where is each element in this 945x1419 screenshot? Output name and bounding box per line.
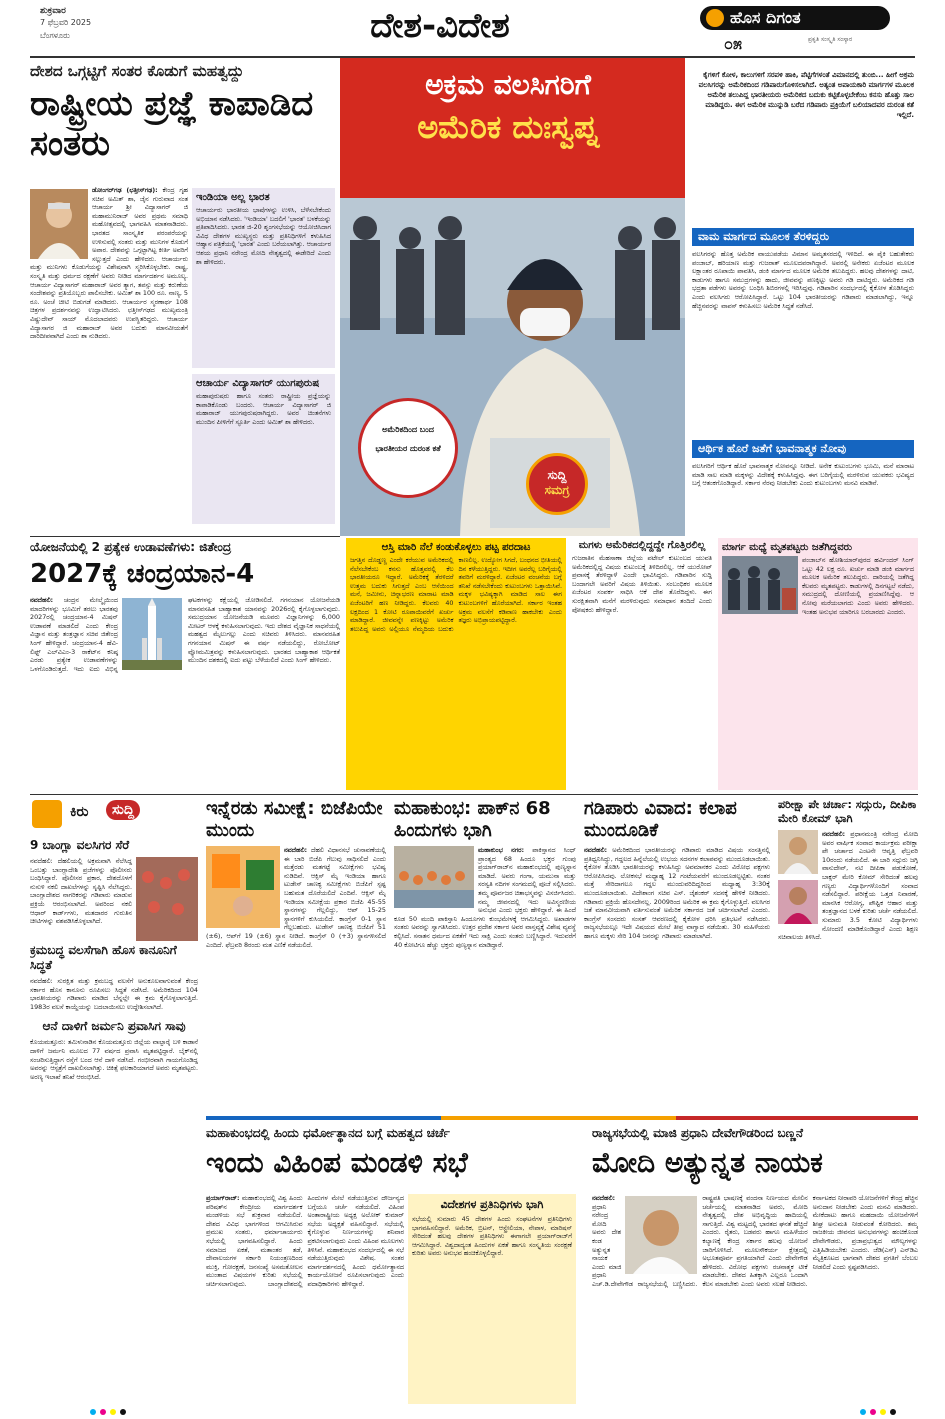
us-story-banner <box>340 58 918 536</box>
us-intro: ಕೈಗಳಿಗೆ ಕೋಳ, ಕಾಲುಗಳಿಗೆ ಸರಪಳಿ ಹಾಕಿ, ಪೆಟ್ಟಿಗೆಗಳಂತೆ ವಿಮಾನದಲ್ಲಿ ತುಂಬಿ... ಹೀಗೆ ಅಕ್ರಮ ವಲಸಿಗರನ್ನು ಅಮೆರಿಕದಿಂದ ಗಡಿಪಾರುಗೊಳಿಸಲಾಗಿದೆ. ಅತ್ಯಂತ ಅಪಾಯಕಾರಿ ಮಾರ್ಗಗಳ ಮೂಲಕ ಅಮೆರಿಕ ತಲುಪಿದ್ದ ಭಾರತೀಯರು ಅಮೆರಿಕದ ಬದುಕು ಕಟ್ಟಿಕೊಳ್ಳಬೇಕೆಂಬ ಕನಸು ಹೊತ್ತು ಸಾಲ ಮಾಡಿದ್ದರು. ಈಗ ಅಮೆರಿಕ ಮುನ್ನುಡಿ ಬರೆದ ಗಡಿಪಾರು ಪ್ರಕ್ರಿಯೆಗೆ ಬಲಿಯಾದವರ ದುರಂತ ಕತೆ ಇಲ್ಲಿದೆ. <box>698 71 914 119</box>
vhp-box-body: ಸಭೆಯಲ್ಲಿ ಸುಮಾರು 45 ದೇಶಗಳ ಹಿಂದು ಸಂಘಟನೆಗಳ ಪ್ರತಿನಿಧಿಗಳು ಭಾಗವಹಿಸಲಿದ್ದಾರೆ. ಅಮೆರಿಕ, ಬ್ರಿಟನ್, ಆಸ್ಟ್ರೇಲಿಯಾ, ನೇಪಾಳ, ಮಾರಿಷಸ್ ಸೇರಿದಂತೆ ಹಲವು ದೇಶಗಳ ಪ್ರತಿನಿಧಿಗಳು ಈಗಾಗಲೇ ಪ್ರಯಾಗ್‌ರಾಜ್‌ಗೆ ಆಗಮಿಸಿದ್ದಾರೆ. ವಿಶ್ವದಾದ್ಯಂತ ಹಿಂದುಗಳ ಏಕತೆ ಹಾಗೂ ಸಂಸ್ಕೃತಿಯ ಸಂರಕ್ಷಣೆ ಕುರಿತು ಅವರು ಅನುಭವ ಹಂಚಿಕೊಳ್ಳಲಿದ್ದಾರೆ. <box>412 1215 572 1258</box>
photo-caption-circle <box>358 398 458 498</box>
saints-headline: ರಾಷ್ಟ್ರೀಯ ಪ್ರಜ್ಞೆ ಕಾಪಾಡಿದ ಸಂತರು <box>30 84 314 164</box>
kumbh-headline: ಮಹಾಕುಂಭ: ಪಾಕ್‌ನ 68 ಹಿಂದುಗಳು ಭಾಗಿ <box>394 798 551 841</box>
city-label: ಬೆಂಗಳೂರು <box>40 31 70 40</box>
badge-line-2: ಸಮಗ್ರ <box>544 483 570 497</box>
gadiparu-dateline: ನವದೆಹಲಿ: <box>584 846 608 854</box>
bjp-flags-photo <box>206 846 280 928</box>
us-sub2-body: ವಲಸಿಗರಿಗೆ ಆರ್ಥಿಕ ಹೊರೆ ಭಾವನಾತ್ಮಕ ನೋವನ್ನೂ ನೀಡಿದೆ. ಅನೇಕ ಕುಟುಂಬಗಳು ಭೂಮಿ, ಮನೆ ಮಾರಾಟ ಮಾಡಿ ಸಾಲ ಮಾಡಿ ಮಕ್ಕಳನ್ನು ವಿದೇಶಕ್ಕೆ ಕಳುಹಿಸಿದ್ದವು. ಈಗ ಬರಿಗೈಯಲ್ಲಿ ಮರಳಿರುವ ಯುವಕರು ಭವಿಷ್ಯದ ಬಗ್ಗೆ ಆತಂಕಗೊಂಡಿದ್ದಾರೆ. ಸರ್ಕಾರ ನೆರವು ನೀಡಬೇಕು ಎಂದು ಕುಟುಂಬಗಳು ಮನವಿ ಮಾಡಿವೆ. <box>692 462 914 488</box>
us-col-b-title: ಮಗಳು ಅಮೆರಿಕದಲ್ಲಿದ್ದದ್ದೇ ಗೊತ್ತಿರಲಿಲ್ಲ <box>578 540 706 551</box>
us-col-a <box>346 538 566 790</box>
airport-photo <box>722 556 798 614</box>
saints-box-2 <box>192 374 335 524</box>
suddi-samagra-badge <box>526 453 588 515</box>
us-col-c-body: ಪಂಜಾಬ್‌ನ ಹೋಶಿಯಾರ್‌ಪುರದ ಹರ್ವಿಂದರ್ ಸಿಂಗ್ ಒಟ್ಟು 42 ಲಕ್ಷ ರೂ. ಖರ್ಚು ಮಾಡಿ ಡಂಕಿ ಮಾರ್ಗದ ಮೂಲಕ ಅಮೆರಿಕ ತಲುಪಿದ್ದರು. ದಾರಿಯಲ್ಲಿ ಜತೆಗಿದ್ದ ಕೆಲವರು ಮೃತಪಟ್ಟರು. ಕಾಡುಗಳಲ್ಲಿ ದಿನಗಟ್ಟಲೆ ನಡೆದು, ಸಮುದ್ರದಲ್ಲಿ ದೋಣಿಯಲ್ಲಿ ಪ್ರಯಾಣಿಸಿದ್ದೆವು. ಆ ನೋವು ಮರೆಯಲಾಗದು ಎಂದು ಅವರು ಹೇಳಿದರು. ಇಂತಹ ಅನುಭವ ಯಾರಿಗೂ ಬರಬಾರದು ಎಂದರು. <box>802 556 914 616</box>
kiru-label-prefix: ಕಿರು <box>70 804 89 820</box>
devegowda-body <box>592 1194 918 1408</box>
isro-body-text: ಚಂದ್ರನ ಮೇಲ್ಮೈಯಿಂದ ಮಾದರಿಗಳನ್ನು ಭೂಮಿಗೆ ತರಲು ಭಾರತವು 2027ರಲ್ಲಿ ಚಂದ್ರಯಾನ-4 ಮಿಷನ್ ಉಡಾವಣೆ ಮಾಡಲಿದೆ ಎಂದು ಕೇಂದ್ರ ವಿಜ್ಞಾನ ಮತ್ತು ತಂತ್ರಜ್ಞಾನ ಸಚಿವ ಜಿತೇಂದ್ರ ಸಿಂಗ್ ಹೇಳಿದ್ದಾರೆ. ಚಂದ್ರಯಾನ-4 ಹೆವಿ-ಲಿಫ್ಟ್ ಎಲ್‌ವಿಎಂ-3 ರಾಕೆಟ್‌ನ ಕನಿಷ್ಠ ಎರಡು ಪ್ರತ್ಯೇಕ ಉಡಾವಣೆಗಳನ್ನು ಒಳಗೊಂಡಿರುತ್ತದೆ. ಇದು ಐದು ವಿಭಿನ್ನ ಘಟಕಗಳನ್ನು ಕಕ್ಷೆಯಲ್ಲಿ ಜೋಡಿಸಲಿದೆ. ಗಗನಯಾನ ಯೋಜನೆಯಡಿ ಮಾನವಸಹಿತ ಬಾಹ್ಯಾಕಾಶ ಯಾನವನ್ನು 2026ರಲ್ಲಿ ಕೈಗೊಳ್ಳಲಾಗುವುದು. ಸಮುದ್ರಯಾನ ಯೋಜನೆಯಡಿ ಮೂವರು ವಿಜ್ಞಾನಿಗಳನ್ನು 6,000 ಮೀಟರ್ ಆಳಕ್ಕೆ ಕಳುಹಿಸಲಾಗುವುದು. ಇದು ದೇಶದ ವೈಜ್ಞಾನಿಕ ಸಾಧನೆಯಲ್ಲಿ ಮಹತ್ವದ ಮೈಲುಗಲ್ಲು ಎಂದು ಸಚಿವರು ತಿಳಿಸಿದರು. ಮಾನವರಹಿತ ಗಗನಯಾನ ಮಿಷನ್ ಈ ವರ್ಷ ನಡೆಯಲಿದ್ದು, ರೋಬೋಟ್ ವ್ಯೋಮಮಿತ್ರವನ್ನು ಕಳುಹಿಸಲಾಗುವುದು. ಭಾರತದ ಬಾಹ್ಯಾಕಾಶ ಆರ್ಥಿಕತೆ ಮುಂದಿನ ದಶಕದಲ್ಲಿ ಐದು ಪಟ್ಟು ಬೆಳೆಯಲಿದೆ ಎಂದು ಸಿಂಗ್ ಹೇಳಿದರು. <box>30 596 340 673</box>
page-number: ೦೫ <box>724 34 742 53</box>
mary-kom-photo <box>778 880 818 924</box>
vhp-headline: ಇಂದು ವಿಹಿಂಪ ಮಂಡಳಿ ಸಭೆ <box>206 1146 468 1179</box>
kiru-item-3-body: ಕೊಯಮತ್ತೂರು: ತಮಿಳುನಾಡಿನ ಕೊಯಮತ್ತೂರು ಜಿಲ್ಲೆಯ ವಾಲ್ಪಾರೈ ಬಳಿ ಕಾಡಾನೆ ದಾಳಿಗೆ ಜರ್ಮನಿ ಮೂಲದ 77 ವರ್ಷದ ಪ್ರವಾಸಿ ಮೃತಪಟ್ಟಿದ್ದಾರೆ. ಬೈಕ್‌ನಲ್ಲಿ ಸಂಚರಿಸುತ್ತಿದ್ದಾಗ ರಸ್ತೆಗೆ ಬಂದ ಆನೆ ದಾಳಿ ನಡೆಸಿದೆ. ಗಂಭೀರವಾಗಿ ಗಾಯಗೊಂಡಿದ್ದ ಅವರನ್ನು ಆಸ್ಪತ್ರೆಗೆ ದಾಖಲಿಸಲಾಗಿತ್ತು. ಚಿಕಿತ್ಸೆ ಫಲಕಾರಿಯಾಗದೆ ಅವರು ಮೃತಪಟ್ಟರು. ಅರಣ್ಯ ಇಲಾಖೆ ತನಿಖೆ ಆರಂಭಿಸಿದೆ. <box>30 1038 198 1081</box>
us-sub2-title: ಆರ್ಥಿಕ ಹೊರೆ ಜತೆಗೆ ಭಾವನಾತ್ಮಕ ನೋವು <box>692 440 914 458</box>
us-col-a-title: ಆಸ್ತಿ ಮಾರಿ ನೆಲೆ ಕಂಡುಕೊಳ್ಳಲು ಪಟ್ಟ ಪರದಾಟ <box>381 542 531 553</box>
us-headline-2: ಅಮೆರಿಕ ದುಃಸ್ವಪ್ನ <box>417 108 599 146</box>
us-sub1-title: ವಾಮ ಮಾರ್ಗದ ಮೂಲಕ ತೆರಳಿದ್ದರು <box>692 228 914 246</box>
exitpoll-body-text: ದೆಹಲಿ ವಿಧಾನಸಭೆ ಚುನಾವಣೆಯಲ್ಲಿ ಈ ಬಾರಿ ಬಿಜೆಪಿ ಗೆಲುವು ಸಾಧಿಸಲಿದೆ ಎಂದು ಮತ್ತೆರಡು ಮತಗಟ್ಟೆ ಸಮೀಕ್ಷೆಗಳು ಭವಿಷ್ಯ ನುಡಿದಿವೆ. ಆಕ್ಸಿಸ್ ಮೈ ಇಂಡಿಯಾ ಹಾಗೂ ಟುಡೇಸ್ ಚಾಣಕ್ಯ ಸಮೀಕ್ಷೆಗಳು ಬಿಜೆಪಿಗೆ ಸ್ಪಷ್ಟ ಬಹುಮತ ದೊರೆಯಲಿದೆ ಎಂದಿವೆ. ಆಕ್ಸಿಸ್ ಮೈ ಇಂಡಿಯಾ ಸಮೀಕ್ಷೆಯ ಪ್ರಕಾರ ಬಿಜೆಪಿ 45-55 ಸ್ಥಾನಗಳನ್ನು ಗೆಲ್ಲಲಿದ್ದು, ಆಪ್ 15-25 ಸ್ಥಾನಗಳಿಗೆ ಕುಸಿಯಲಿದೆ. ಕಾಂಗ್ರೆಸ್ 0-1 ಸ್ಥಾನ ಗೆಲ್ಲಬಹುದು. ಟುಡೇಸ್ ಚಾಣಕ್ಯ ಬಿಜೆಪಿಗೆ 51 (±6), ಆಪ್‌ಗೆ 19 (±6) ಸ್ಥಾನ ನೀಡಿದೆ. ಕಾಂಗ್ರೆಸ್ 0 (+3) ಸ್ಥಾನಗಳಿಸಲಿದೆ ಎಂದಿದೆ. ಫೆಬ್ರವರಿ 8ರಂದು ಮತ ಎಣಿಕೆ ನಡೆಯಲಿದೆ. <box>206 846 386 949</box>
saints-dateline: ಡೋಂಗರ್‌ಗಢ (ಛತ್ತೀಸ್‌ಗಢ): <box>92 186 158 194</box>
saints-box-1-title: ಇಂಡಿಯಾ ಅಲ್ಲ ಭಾರತ <box>196 192 270 203</box>
vhp-box <box>408 1194 576 1404</box>
vhp-dateline: ಪ್ರಯಾಗ್‌ರಾಜ್: <box>206 1194 240 1202</box>
date-label: 7 ಫೆಬ್ರವರಿ 2025 <box>40 18 92 27</box>
date-block <box>40 6 160 52</box>
exitpoll-story <box>206 798 386 1110</box>
kiru-item-1-body: ನವದೆಹಲಿ: ದೆಹಲಿಯಲ್ಲಿ ಅಕ್ರಮವಾಗಿ ನೆಲೆಸಿದ್ದ ಒಂಬತ್ತು ಬಾಂಗ್ಲಾದೇಶಿ ಪ್ರಜೆಗಳನ್ನು ಪೊಲೀಸರು ಬಂಧಿಸಿದ್ದಾರೆ. ಪೊಲೀಸರ ಪ್ರಕಾರ, ದೇಶದೊಳಗೆ ನುಸುಳಿ ನಕಲಿ ದಾಖಲೆಗಳನ್ನು ಸೃಷ್ಟಿಸಿ ನೆಲೆಸಿದ್ದರು. ಬಾಂಗ್ಲಾದೇಶದ ನಾಗರಿಕರನ್ನು ಗಡಿಪಾರು ಮಾಡುವ ಪ್ರಕ್ರಿಯೆ ಆರಂಭಿಸಲಾಗಿದೆ. ಅವರಿಂದ ನಕಲಿ ಆಧಾರ್ ಕಾರ್ಡ್‌ಗಳು, ಮತದಾರರ ಗುರುತಿನ ಚೀಟಿಗಳನ್ನು ವಶಪಡಿಸಿಕೊಳ್ಳಲಾಗಿದೆ. <box>30 857 132 926</box>
ppc-headline: ಪರೀಕ್ಷಾ ಪೇ ಚರ್ಚಾ: ಸದ್ಗುರು, ದೀಪಿಕಾ ಮೇರಿ ಕೋಮ್ ಭಾಗಿ <box>778 798 917 825</box>
amit-shah-photo <box>30 189 88 259</box>
masthead <box>0 0 945 56</box>
devegowda-dateline: ನವದೆಹಲಿ: <box>592 1194 616 1202</box>
registration-mark <box>90 1409 96 1415</box>
exitpoll-headline: ಇನ್ನೆರಡು ಸಮೀಕ್ಷೆ: ಬಿಜೆಪಿಯೇ ಮುಂದು <box>206 798 383 841</box>
kiru-suddi-column <box>30 798 198 1410</box>
saints-box-2-body: ಮಹಾಪುರುಷರು ಹಾಗೂ ಸಂತರು ರಾಷ್ಟ್ರೀಯ ಪ್ರಜ್ಞೆಯನ್ನು ಕಾಪಾಡಿಕೊಂಡು ಬಂದರು. ಆಚಾರ್ಯ ವಿದ್ಯಾಸಾಗರ್ ಜಿ ಮಹಾರಾಜ್ ಯುಗಪುರುಷರಾಗಿದ್ದರು. ಅವರ ಚಿಂತನೆಗಳು ಮುಂದಿನ ಪೀಳಿಗೆಗೆ ಸ್ಫೂರ್ತಿ ಎಂದು ಅಮಿತ್ ಶಾ ಹೇಳಿದರು. <box>196 392 331 426</box>
rocket-photo <box>122 598 182 670</box>
registration-mark <box>100 1409 106 1415</box>
kumbh-photo <box>394 846 474 908</box>
gadiparu-story <box>584 798 770 1110</box>
photo-caption: ಅಮೆರಿಕದಿಂದ ಬಂದ ಭಾರತೀಯರ ದುರಂತ ಕತೆ <box>375 425 441 453</box>
saints-kicker: ದೇಶದ ಒಗ್ಗಟ್ಟಿಗೆ ಸಂತರ ಕೊಡುಗೆ ಮಹತ್ವದ್ದು <box>30 62 244 80</box>
ppc-dateline: ನವದೆಹಲಿ: <box>822 830 846 838</box>
saints-box-1 <box>192 188 335 368</box>
saints-box-1-body: ಆಚಾರ್ಯರು ಭಾರತೀಯ ಭಾಷೆಗಳನ್ನು ಉಳಿಸಿ, ಬೆಳೆಸಬೇಕೆಂದು ಅಭಿಯಾನ ನಡೆಸಿದರು. 'ಇಂಡಿಯಾ' ಬದಲಿಗೆ 'ಭಾರತ' ಬಳಕೆಯನ್ನು ಪ್ರತಿಪಾದಿಸಿದರು. ಭಾರತ ಜಿ-20 ಶೃಂಗಸಭೆಯನ್ನು ಆಯೋಜಿಸಿದಾಗ ವಿವಿಧ ದೇಶಗಳ ಮುಖ್ಯಸ್ಥರು ಮತ್ತು ಪ್ರತಿನಿಧಿಗಳಿಗೆ ಕಳುಹಿಸಿದ ಆಹ್ವಾನ ಪತ್ರಿಕೆಯಲ್ಲಿ 'ಭಾರತ' ಎಂದು ಬರೆಯಲಾಗಿತ್ತು. ಆಚಾರ್ಯರ ಆಶಯ ಪ್ರಧಾನಿ ನರೇಂದ್ರ ಮೋದಿ ನೇತೃತ್ವದಲ್ಲಿ ಈಡೇರಿದೆ ಎಂದು ಶಾ ಹೇಳಿದರು. <box>196 206 331 266</box>
isro-body <box>30 596 340 786</box>
isro-headline: 2027ಕ್ಕೆ ಚಂದ್ರಯಾನ-4 <box>30 559 255 589</box>
devegowda-headline: ಮೋದಿ ಅತ್ಯುನ್ನತ ನಾಯಕ <box>592 1146 823 1179</box>
divider-stripe <box>206 1116 918 1120</box>
gadiparu-body <box>584 846 770 941</box>
us-col-a-body: ಜಗತ್ತಿನ ದೊಡ್ಡಣ್ಣ ಎಂದೇ ಕರೆಯುವ ಅಮೆರಿಕದಲ್ಲಿ ನೆಲೆಸಬೇಕೆಂಬ ಕನಸು ಹೊತ್ತವರಲ್ಲಿ ಕೆಲ ಭಾರತೀಯರೂ ಇದ್ದಾರೆ. ಅಮೆರಿಕಕ್ಕೆ ತೆರಳಿದರೆ ಉತ್ತಮ ಬದುಕು ಸಿಗುತ್ತದೆ ಎಂಬ ಆಸೆಯಿಂದ ಮನೆ, ಜಮೀನು, ಚಿನ್ನಾಭರಣ ಮಾರಾಟ ಮಾಡಿ ಏಜೆಂಟರಿಗೆ ಹಣ ನೀಡಿದ್ದರು. ಕೆಲವರು 40 ಲಕ್ಷದಿಂದ 1 ಕೋಟಿ ರೂಪಾಯಿವರೆಗೆ ಖರ್ಚು ಮಾಡಿದ್ದಾರೆ. ಜೀವವನ್ನೇ ಪಣಕ್ಕಿಟ್ಟು ಅಮೆರಿಕ ತಲುಪಿದ್ದ ಅವರು ಅಲ್ಲಿಯೂ ನೆಮ್ಮದಿಯ ಬದುಕು ಕಾಣಲಿಲ್ಲ. ಉದ್ಯೋಗ ಸಿಗದೆ, ಬಂಧನದ ಭೀತಿಯಲ್ಲಿ ದಿನ ಕಳೆಯುತ್ತಿದ್ದರು. ಇದೀಗ ಅವರೆಲ್ಲ ಬರಿಗೈಯಲ್ಲಿ ತವರಿಗೆ ಮರಳಿದ್ದಾರೆ. ಏಜೆಂಟರ ವಂಚನೆಯ ಬಗ್ಗೆ ತನಿಖೆ ನಡೆಸಬೇಕೆಂದು ಕುಟುಂಬಗಳು ಒತ್ತಾಯಿಸಿವೆ. ಮಕ್ಕಳ ಭವಿಷ್ಯಕ್ಕಾಗಿ ಮಾಡಿದ ಸಾಲ ಈಗ ಕುಟುಂಬಗಳಿಗೆ ಹೊರೆಯಾಗಿದೆ. ಸರ್ಕಾರ ಇಂತಹ ಅಕ್ರಮ ವಲಸೆಗೆ ಕಡಿವಾಣ ಹಾಕಬೇಕು ಎಂದು ತಜ್ಞರು ಅಭಿಪ್ರಾಯಪಟ್ಟಿದ್ದಾರೆ. <box>350 556 562 633</box>
registration-mark <box>870 1409 876 1415</box>
us-col-b <box>568 538 716 790</box>
kiru-label-suffix: ಸುದ್ದಿ <box>106 800 140 820</box>
day-label: ಶುಕ್ರವಾರ <box>40 6 66 16</box>
registration-mark <box>890 1409 896 1415</box>
ppc-body-text: ಪ್ರಧಾನಮಂತ್ರಿ ನರೇಂದ್ರ ಮೋದಿ ಅವರ ವಾರ್ಷಿಕ ಸಂವಾದ ಕಾರ್ಯಕ್ರಮ ಪರೀಕ್ಷಾ ಪೇ ಚರ್ಚಾದ ಎಂಟನೇ ಆವೃತ್ತಿ ಫೆಬ್ರವರಿ 10ರಂದು ನಡೆಯಲಿದೆ. ಈ ಬಾರಿ ಸದ್ಗುರು ಜಗ್ಗಿ ವಾಸುದೇವ್, ನಟಿ ದೀಪಿಕಾ ಪಡುಕೋಣೆ, ಬಾಕ್ಸರ್ ಮೇರಿ ಕೋಮ್ ಸೇರಿದಂತೆ ಹಲವು ಗಣ್ಯರು ವಿದ್ಯಾರ್ಥಿಗಳೊಂದಿಗೆ ಸಂವಾದ ನಡೆಸಲಿದ್ದಾರೆ. ಪರೀಕ್ಷೆಯ ಒತ್ತಡ ನಿವಾರಣೆ, ಮಾನಸಿಕ ಆರೋಗ್ಯ, ಪೌಷ್ಟಿಕ ಆಹಾರ ಮತ್ತು ತಂತ್ರಜ್ಞಾನದ ಬಳಕೆ ಕುರಿತು ಚರ್ಚೆ ನಡೆಯಲಿದೆ. ಸುಮಾರು 3.5 ಕೋಟಿ ವಿದ್ಯಾರ್ಥಿಗಳು ನೋಂದಣಿ ಮಾಡಿಕೊಂಡಿದ್ದಾರೆ ಎಂದು ಶಿಕ್ಷಣ ಸಚಿವಾಲಯ ತಿಳಿಸಿದೆ. <box>778 830 918 942</box>
kiru-item-2-title: ಕ್ರಮಬದ್ಧ ವಲಸೆಗಾಗಿ ಹೊಸ ಕಾನೂನಿಗೆ ಸಿದ್ಧತೆ <box>30 943 177 972</box>
kumbh-dateline: ಮಹಾಕುಂಭ ನಗರ: <box>478 846 525 854</box>
ppc-story <box>778 798 918 1110</box>
gadiparu-body-text: ಅಮೆರಿಕದಿಂದ ಭಾರತೀಯರನ್ನು ಗಡಿಪಾರು ಮಾಡಿದ ವಿಷಯ ಸಂಸತ್ತಿನಲ್ಲಿ ಪ್ರತಿಧ್ವನಿಸಿದ್ದು, ಗದ್ದಲದ ಹಿನ್ನೆಲೆಯಲ್ಲಿ ಉಭಯ ಸದನಗಳ ಕಲಾಪವನ್ನು ಮುಂದೂಡಲಾಯಿತು. ಕೈಕೋಳ ತೊಡಿಸಿ ಭಾರತೀಯರನ್ನು ಕಳುಹಿಸಿದ್ದು ಅವಮಾನಕರ ಎಂದು ವಿರೋಧ ಪಕ್ಷಗಳು ಆರೋಪಿಸಿದವು. ಲೋಕಸಭೆ ಮಧ್ಯಾಹ್ನ 12 ಗಂಟೆಯವರೆಗೆ ಮುಂದೂಡಲ್ಪಟ್ಟಿತು. ನಂತರ ಮತ್ತೆ ಸೇರಿದಾಗಲೂ ಗದ್ದಲ ಮುಂದುವರಿದಿದ್ದರಿಂದ ಮಧ್ಯಾಹ್ನ 3:30ಕ್ಕೆ ಮುಂದೂಡಲಾಯಿತು. ವಿದೇಶಾಂಗ ಸಚಿವ ಎಸ್. ಜೈಶಂಕರ್ ಸದನಕ್ಕೆ ಹೇಳಿಕೆ ನೀಡಿದರು. ಗಡಿಪಾರು ಪ್ರಕ್ರಿಯೆ ಹೊಸದೇನಲ್ಲ. 2009ರಿಂದ ಅಮೆರಿಕ ಈ ಕ್ರಮ ಕೈಗೊಳ್ಳುತ್ತಿದೆ. ವಲಸಿಗರ ಜತೆ ಮಾನವೀಯವಾಗಿ ವರ್ತಿಸುವಂತೆ ಅಮೆರಿಕ ಸರ್ಕಾರದ ಜತೆ ಚರ್ಚಿಸಲಾಗಿದೆ ಎಂದರು. ಕಾಂಗ್ರೆಸ್ ಸಂಸದರು ಸಂಸತ್ ಆವರಣದಲ್ಲಿ ಕೈಕೋಳ ಧರಿಸಿ ಪ್ರತಿಭಟನೆ ನಡೆಸಿದರು. ರಾಜ್ಯಸಭೆಯಲ್ಲೂ ಇದೇ ವಿಷಯದ ಮೇಲೆ ತೀವ್ರ ವಾಗ್ವಾದ ನಡೆಯಿತು. 30 ಮಹಿಳೆಯರು ಹಾಗೂ ಮಕ್ಕಳು ಸೇರಿ 104 ಜನರನ್ನು ಗಡಿಪಾರು ಮಾಡಲಾಗಿದೆ. <box>584 846 770 940</box>
paper-name: ಹೊಸ ದಿಗಂತ <box>730 8 801 27</box>
kiru-item-2-body: ನವದೆಹಲಿ: ಸುರಕ್ಷಿತ ಮತ್ತು ಕ್ರಮಬದ್ಧ ವಲಸೆಗೆ ಅನುಕೂಲವಾಗುವಂತೆ ಕೇಂದ್ರ ಸರ್ಕಾರ ಹೊಸ ಕಾನೂನು ರೂಪಿಸಲು ಸಿದ್ಧತೆ ನಡೆಸಿದೆ. ಅಮೆರಿಕದಿಂದ 104 ಭಾರತೀಯರನ್ನು ಗಡಿಪಾರು ಮಾಡಿದ ಬೆನ್ನಲ್ಲೇ ಈ ಕ್ರಮ ಕೈಗೊಳ್ಳಲಾಗುತ್ತಿದೆ. 1983ರ ವಲಸೆ ಕಾಯ್ದೆಯನ್ನು ಬದಲಾಯಿಸಲು ಉದ್ದೇಶಿಸಲಾಗಿದೆ. <box>30 977 198 1011</box>
exitpoll-dateline: ನವದೆಹಲಿ: <box>284 846 308 854</box>
us-headline-1: ಅಕ್ರಮ ವಲಸಿಗರಿಗೆ <box>425 68 591 101</box>
devegowda-kicker: ರಾಜ್ಯಸಭೆಯಲ್ಲಿ ಮಾಜಿ ಪ್ರಧಾನಿ ದೇವೇಗೌಡರಿಂದ ಬಣ್ಣನೆ <box>592 1126 804 1140</box>
vhp-box-title: ವಿದೇಶಗಳ ಪ್ರತಿನಿಧಿಗಳು ಭಾಗಿ <box>440 1198 544 1211</box>
registration-mark <box>860 1409 866 1415</box>
sadhguru-photo <box>778 830 818 874</box>
kiru-item-3-title: ಆನೆ ದಾಳಿಗೆ ಜರ್ಮನಿ ಪ್ರವಾಸಿಗ ಸಾವು <box>42 1019 186 1034</box>
devegowda-photo <box>625 1196 697 1274</box>
kumbh-story <box>394 798 576 1110</box>
vhp-body-text: ಮಹಾಕುಂಭದಲ್ಲಿ ವಿಶ್ವ ಹಿಂದು ಪರಿಷತ್‌ನ ಕೇಂದ್ರೀಯ ಮಾರ್ಗದರ್ಶಕ ಮಂಡಳಿಯ ಸಭೆ ಶುಕ್ರವಾರ ನಡೆಯಲಿದೆ. ದೇಶದ ವಿವಿಧ ಭಾಗಗಳಿಂದ ಆಗಮಿಸಿರುವ ಪ್ರಮುಖ ಸಂತರು, ಧರ್ಮಾಚಾರ್ಯರು ಸಭೆಯಲ್ಲಿ ಭಾಗವಹಿಸಲಿದ್ದಾರೆ. ಹಿಂದು ಸಮಾಜದ ಏಕತೆ, ಮತಾಂತರ ತಡೆ, ದೇವಾಲಯಗಳ ಸರ್ಕಾರಿ ನಿಯಂತ್ರಣದಿಂದ ಮುಕ್ತಿ, ಗೋರಕ್ಷಣೆ, ಜನಸಂಖ್ಯೆ ಅಸಮತೋಲನ ಮುಂತಾದ ವಿಷಯಗಳ ಕುರಿತು ಸಭೆಯಲ್ಲಿ ಚರ್ಚಿಸಲಾಗುವುದು. ಬಾಂಗ್ಲಾದೇಶದಲ್ಲಿ ಹಿಂದುಗಳ ಮೇಲೆ ನಡೆಯುತ್ತಿರುವ ದೌರ್ಜನ್ಯದ ಬಗ್ಗೆಯೂ ಚರ್ಚೆ ನಡೆಯಲಿದೆ. ವಿಹಿಂಪ ಅಂತಾರಾಷ್ಟ್ರೀಯ ಅಧ್ಯಕ್ಷ ಅಲೋಕ್ ಕುಮಾರ್ ಸಭೆಯ ಅಧ್ಯಕ್ಷತೆ ವಹಿಸಲಿದ್ದಾರೆ. ಸಭೆಯಲ್ಲಿ ಕೈಗೊಳ್ಳುವ ನಿರ್ಣಯಗಳನ್ನು ಶನಿವಾರ ಪ್ರಕಟಿಸಲಾಗುವುದು ಎಂದು ವಿಹಿಂಪ ಮೂಲಗಳು ತಿಳಿಸಿವೆ. ಮಹಾಕುಂಭದ ಸಂದರ್ಭದಲ್ಲಿ ಈ ಸಭೆ ನಡೆಯುತ್ತಿರುವುದು ವಿಶೇಷ. ಸಂತರ ಮಾರ್ಗದರ್ಶನದಲ್ಲಿ ಹಿಂದು ಧರ್ಮೋತ್ಥಾನದ ಕಾರ್ಯಯೋಜನೆ ರೂಪಿಸಲಾಗುವುದು ಎಂದು ಪದಾಧಿಕಾರಿಗಳು ಹೇಳಿದ್ದಾರೆ. <box>206 1194 404 1288</box>
kumbh-body-text: ಪಾಕಿಸ್ತಾನದ ಸಿಂಧ್ ಪ್ರಾಂತ್ಯದ 68 ಹಿಂದೂ ಭಕ್ತರ ಗುಂಪು ಪ್ರಯಾಗ್‌ರಾಜ್‌ನ ಮಹಾಕುಂಭದಲ್ಲಿ ಪುಣ್ಯಸ್ನಾನ ಮಾಡಿದೆ. ಅವರು ಗಂಗಾ, ಯಮುನಾ ಮತ್ತು ಸರಸ್ವತಿ ನದಿಗಳ ಸಂಗಮದಲ್ಲಿ ಪೂಜೆ ಸಲ್ಲಿಸಿದರು. ತಮ್ಮ ಪೂರ್ವಜರ ಚಿತಾಭಸ್ಮವನ್ನು ವಿಸರ್ಜಿಸಿದರು. ನಮ್ಮ ಜೀವನದಲ್ಲಿ ಇದು ಅವಿಸ್ಮರಣೀಯ ಅನುಭವ ಎಂದು ಭಕ್ತರು ಹೇಳಿದ್ದಾರೆ. ಈ ಹಿಂದೆ ಕೂಡ 50 ಮಂದಿ ಪಾಕಿಸ್ತಾನಿ ಹಿಂದೂಗಳು ಕುಂಭಮೇಳಕ್ಕೆ ಆಗಮಿಸಿದ್ದರು. ಅಖಾಡಗಳ ಸಂತರು ಅವರನ್ನು ಸ್ವಾಗತಿಸಿದರು. ಉತ್ತರ ಪ್ರದೇಶ ಸರ್ಕಾರ ಅವರ ವಾಸ್ತವ್ಯಕ್ಕೆ ವಿಶೇಷ ವ್ಯವಸ್ಥೆ ಕಲ್ಪಿಸಿದೆ. ಸನಾತನ ಧರ್ಮದ ಏಕತೆಗೆ ಇದು ಸಾಕ್ಷಿ ಎಂದು ಸಂತರು ಬಣ್ಣಿಸಿದ್ದಾರೆ. ಇದುವರೆಗೆ 40 ಕೋಟಿಗೂ ಹೆಚ್ಚು ಭಕ್ತರು ಪುಣ್ಯಸ್ನಾನ ಮಾಡಿದ್ದಾರೆ. <box>394 846 576 949</box>
registration-mark <box>120 1409 126 1415</box>
kiru-suddi-label <box>30 798 198 830</box>
isro-dateline: ನವದೆಹಲಿ: <box>30 596 54 604</box>
paper-logo <box>700 6 890 30</box>
us-col-c-title: ಮಾರ್ಗ ಮಧ್ಯೆ ಮೃತಪಟ್ಟರು ಜತೆಗಿದ್ದವರು <box>722 542 853 553</box>
section-title: ದೇಶ-ವಿದೇಶ <box>370 6 510 46</box>
saints-body-text: ಕೇಂದ್ರ ಗೃಹ ಸಚಿವ ಅಮಿತ್ ಶಾ, ಜೈನ ಗುರುವಾದ ಸಂತ ಆಚಾರ್ಯ ಶ್ರೀ ವಿದ್ಯಾಸಾಗರ್ ಜಿ ಮಹಾಮುನಿರಾಜ್ ಅವರ ಪ್ರಥಮ ಸಮಾಧಿ ಮಹೋತ್ಸವದಲ್ಲಿ ಭಾಗವಹಿಸಿ ಮಾತನಾಡಿದರು. ಭಾರತದ ಸಾಂಸ್ಕೃತಿಕ ಪರಂಪರೆಯನ್ನು ಉಳಿಸುವಲ್ಲಿ ಸಂತರು ಮತ್ತು ಮುನಿಗಳ ಕೊಡುಗೆ ಅಪಾರ. ದೇಶವನ್ನು ಒಗ್ಗಟ್ಟಾಗಿಟ್ಟ ಕೀರ್ತಿ ಅವರಿಗೆ ಸಲ್ಲುತ್ತದೆ ಎಂದು ಹೇಳಿದರು. ಆಚಾರ್ಯರು ಮತ್ತು ಮುನಿಗಳು ಕೊಡುಗೆಯನ್ನು ವಿಶೇಷವಾಗಿ ಸ್ಮರಿಸಿಕೊಳ್ಳಬೇಕು. ರಾಷ್ಟ್ರ, ಸಂಸ್ಕೃತಿ ಮತ್ತು ಧರ್ಮದ ರಕ್ಷಣೆಗೆ ಅವರು ನೀಡಿದ ಮಾರ್ಗದರ್ಶನ ಅಮೂಲ್ಯ. ಆಚಾರ್ಯ ವಿದ್ಯಾಸಾಗರ್ ಮಹಾರಾಜ್ ಅವರ ತ್ಯಾಗ, ತಪಸ್ಸು ಮತ್ತು ಕರುಣೆಯ ಸಂದೇಶವನ್ನು ಪ್ರತಿಯೊಬ್ಬರು ಪಾಲಿಸಬೇಕು. ಅಮಿತ್ ಶಾ 100 ರೂ. ನಾಣ್ಯ, 5 ರೂ. ಅಂಚೆ ಚೀಟಿ ಬಿಡುಗಡೆ ಮಾಡಿದರು. ಆಚಾರ್ಯರ ಸ್ಮರಣಾರ್ಥ 108 ಚಿತ್ರಗಳ ಪ್ರದರ್ಶನವನ್ನು ಉದ್ಘಾಟಿಸಿದರು. ಛತ್ತೀಸ್‌ಗಢದ ಮುಖ್ಯಮಂತ್ರಿ ವಿಷ್ಣುದೇವ್ ಸಾಯ್ ಮೊದಲಾದವರು ಉಪಸ್ಥಿತರಿದ್ದರು. ಆಚಾರ್ಯ ವಿದ್ಯಾಸಾಗರ ಜಿ ಮಹಾರಾಜ್ ಅವರ ಬದುಕು ಮಾನವೀಯತೆಗೆ ದಾರಿದೀಪವಾಗಿದೆ ಎಂದು ಶಾ ನುಡಿದರು. <box>30 186 188 341</box>
devegowda-body-text: ಪ್ರಧಾನಿ ನರೇಂದ್ರ ಮೋದಿ ಅವರು ದೇಶ ಕಂಡ ಅತ್ಯುನ್ನತ ನಾಯಕ ಎಂದು ಮಾಜಿ ಪ್ರಧಾನಿ ಎಚ್.ಡಿ.ದೇವೇಗೌಡ ರಾಜ್ಯಸಭೆಯಲ್ಲಿ ಬಣ್ಣಿಸಿದರು. ರಾಷ್ಟ್ರಪತಿ ಭಾಷಣಕ್ಕೆ ವಂದನಾ ನಿರ್ಣಯದ ಮೇಲಿನ ಚರ್ಚೆಯಲ್ಲಿ ಮಾತನಾಡಿದ ಅವರು, ಮೋದಿ ನೇತೃತ್ವದಲ್ಲಿ ದೇಶ ಅಭಿವೃದ್ಧಿಯ ಹಾದಿಯಲ್ಲಿ ಸಾಗುತ್ತಿದೆ. ವಿಶ್ವ ಮಟ್ಟದಲ್ಲಿ ಭಾರತದ ಘನತೆ ಹೆಚ್ಚಿದೆ ಎಂದರು. ರೈತರು, ಬಡವರು ಹಾಗೂ ಮಹಿಳೆಯರ ಕಲ್ಯಾಣಕ್ಕೆ ಕೇಂದ್ರ ಸರ್ಕಾರ ಹಲವು ಯೋಜನೆ ಜಾರಿಗೊಳಿಸಿದೆ. ಮೂಲಸೌಕರ್ಯ ಕ್ಷೇತ್ರದಲ್ಲಿ ಅಭೂತಪೂರ್ವ ಪ್ರಗತಿಯಾಗಿದೆ ಎಂದು ದೇವೇಗೌಡ ಹೇಳಿದರು. ವಿರೋಧ ಪಕ್ಷಗಳು ರಚನಾತ್ಮಕ ಟೀಕೆ ಮಾಡಬೇಕು. ದೇಶದ ಹಿತಕ್ಕಾಗಿ ಎಲ್ಲರೂ ಒಂದಾಗಿ ಕೆಲಸ ಮಾಡಬೇಕು ಎಂದು ಅವರು ಸಲಹೆ ನೀಡಿದರು. ಕರ್ನಾಟಕದ ನೀರಾವರಿ ಯೋಜನೆಗಳಿಗೆ ಕೇಂದ್ರ ಹೆಚ್ಚಿನ ಅನುದಾನ ನೀಡಬೇಕು ಎಂದು ಮನವಿ ಮಾಡಿದರು. ಮೇಕೆದಾಟು ಹಾಗೂ ಮಹದಾಯಿ ಯೋಜನೆಗಳಿಗೆ ಶೀಘ್ರ ಅನುಮತಿ ನೀಡುವಂತೆ ಕೋರಿದರು. ತಮ್ಮ ರಾಜಕೀಯ ಜೀವನದ ಅನುಭವಗಳನ್ನು ಹಂಚಿಕೊಂಡ ದೇವೇಗೌಡರು, ಪ್ರಜಾಪ್ರಭುತ್ವದ ಮೌಲ್ಯಗಳನ್ನು ಎತ್ತಿಹಿಡಿಯಬೇಕು ಎಂದರು. ಜೆಡಿ(ಎಸ್) ಎನ್‌ಡಿಎ ಮೈತ್ರಿಕೂಟದ ಭಾಗವಾಗಿ ದೇಶದ ಪ್ರಗತಿಗೆ ಬೆಂಬಲ ನೀಡಲಿದೆ ಎಂದು ಸ್ಪಷ್ಟಪಡಿಸಿದರು. <box>592 1194 918 1288</box>
thumbs-icon <box>32 800 62 828</box>
kiru-item-1-photo <box>136 857 198 941</box>
lamp-icon <box>706 9 724 27</box>
us-col-c <box>718 538 918 790</box>
kiru-item-1-title: 9 ಬಾಂಗ್ಲಾ ವಲಸಿಗರ ಸೆರೆ <box>30 838 130 852</box>
registration-mark <box>110 1409 116 1415</box>
isro-kicker: ಯೋಜನೆಯಲ್ಲಿ 2 ಪ್ರತ್ಯೇಕ ಉಡಾವಣೆಗಳು: ಜಿತೇಂದ್ರ <box>30 540 232 554</box>
saints-box-2-title: ಆಚಾರ್ಯ ವಿದ್ಯಾಸಾಗರ್ ಯುಗಪುರುಷ <box>196 378 320 389</box>
vhp-kicker: ಮಹಾಕುಂಭದಲ್ಲಿ ಹಿಂದು ಧರ್ಮೋತ್ಥಾನದ ಬಗ್ಗೆ ಮಹತ್ವದ ಚರ್ಚೆ <box>206 1126 450 1140</box>
us-col-b-body: ಗುಜರಾತಿನ ಮೆಹಸಾಣಾ ಜಿಲ್ಲೆಯ ಪಟೇಲ್ ಕುಟುಂಬದ ಯುವತಿ ಅಮೆರಿಕದಲ್ಲಿದ್ದ ವಿಷಯ ಕುಟುಂಬಕ್ಕೆ ತಿಳಿದಿರಲಿಲ್ಲ. ಆಕೆ ಯುರೋಪ್ ಪ್ರವಾಸಕ್ಕೆ ತೆರಳಿದ್ದಾಳೆ ಎಂದೇ ಭಾವಿಸಿದ್ದರು. ಗಡಿಪಾರಿನ ಸುದ್ದಿ ಬಂದಾಗಲೇ ಅವರಿಗೆ ವಿಷಯ ತಿಳಿಯಿತು. ಸಂಬಂಧಿಕರ ಮೂಲಕ ಏಜೆಂಟರ ಸಂಪರ್ಕ ಸಾಧಿಸಿ ಆಕೆ ದೇಶ ತೊರೆದಿದ್ದಳು. ಈಗ ಸುರಕ್ಷಿತವಾಗಿ ಮನೆಗೆ ಮರಳಿರುವುದು ಸಮಾಧಾನ ತಂದಿದೆ ಎಂದು ಪೋಷಕರು ಹೇಳಿದ್ದಾರೆ. <box>572 554 712 614</box>
vhp-body <box>206 1194 404 1408</box>
gadiparu-headline: ಗಡಿಪಾರು ವಿವಾದ: ಕಲಾಪ ಮುಂದೂಡಿಕೆ <box>584 798 737 841</box>
saints-body <box>30 186 188 526</box>
us-sub1-body: ವಲಸಿಗರನ್ನು ಹೊತ್ತ ಅಮೆರಿಕ ವಾಯುಪಡೆಯ ವಿಮಾನ ಅಮೃತಸರದಲ್ಲಿ ಇಳಿದಿದೆ. ಈ ಪೈಕಿ ಬಹುತೇಕರು ಪಂಜಾಬ್, ಹರಿಯಾಣ ಮತ್ತು ಗುಜರಾತ್ ಮೂಲದವರಾಗಿದ್ದಾರೆ. ಅವರಲ್ಲಿ ಅನೇಕರು ಏಜೆಂಟರ ಮೂಲಕ ಲಕ್ಷಾಂತರ ರೂಪಾಯಿ ಪಾವತಿಸಿ, ಡಂಕಿ ಮಾರ್ಗದ ಮೂಲಕ ಅಮೆರಿಕ ತಲುಪಿದ್ದರು. ಹಲವು ದೇಶಗಳನ್ನು ದಾಟಿ, ಕಾಡುಗಳು ಹಾಗೂ ಸಮುದ್ರಗಳನ್ನು ಹಾದು, ಜೀವವನ್ನು ಪಣಕ್ಕಿಟ್ಟು ಅವರು ಗಡಿ ದಾಟಿದ್ದರು. ಅಮೆರಿಕದ ಗಡಿ ಭದ್ರತಾ ಪಡೆಗಳು ಅವರನ್ನು ಬಂಧಿಸಿ ಶಿಬಿರಗಳಲ್ಲಿ ಇರಿಸಿದ್ದವು. ಗಡಿಪಾರಿನ ಸಂದರ್ಭದಲ್ಲಿ ಕೈಕೋಳ ತೊಡಿಸಿದ್ದರು ಎಂದು ವಲಸಿಗರು ಆರೋಪಿಸಿದ್ದಾರೆ. ಒಟ್ಟು 104 ಭಾರತೀಯರನ್ನು ಗಡಿಪಾರು ಮಾಡಲಾಗಿದ್ದು, ಇನ್ನೂ ಹೆಚ್ಚಿನವರನ್ನು ವಾಪಸ್ ಕಳುಹಿಸಲು ಅಮೆರಿಕ ಸಿದ್ಧತೆ ನಡೆಸಿದೆ. <box>692 250 914 310</box>
paper-tagline: ಪ್ರಕೃತಿ ಸಂಸ್ಕೃತಿ ಸಂಸ್ಕಾರ <box>808 36 853 43</box>
registration-mark <box>880 1409 886 1415</box>
badge-line-1: ಸುದ್ದಿ <box>547 468 567 482</box>
